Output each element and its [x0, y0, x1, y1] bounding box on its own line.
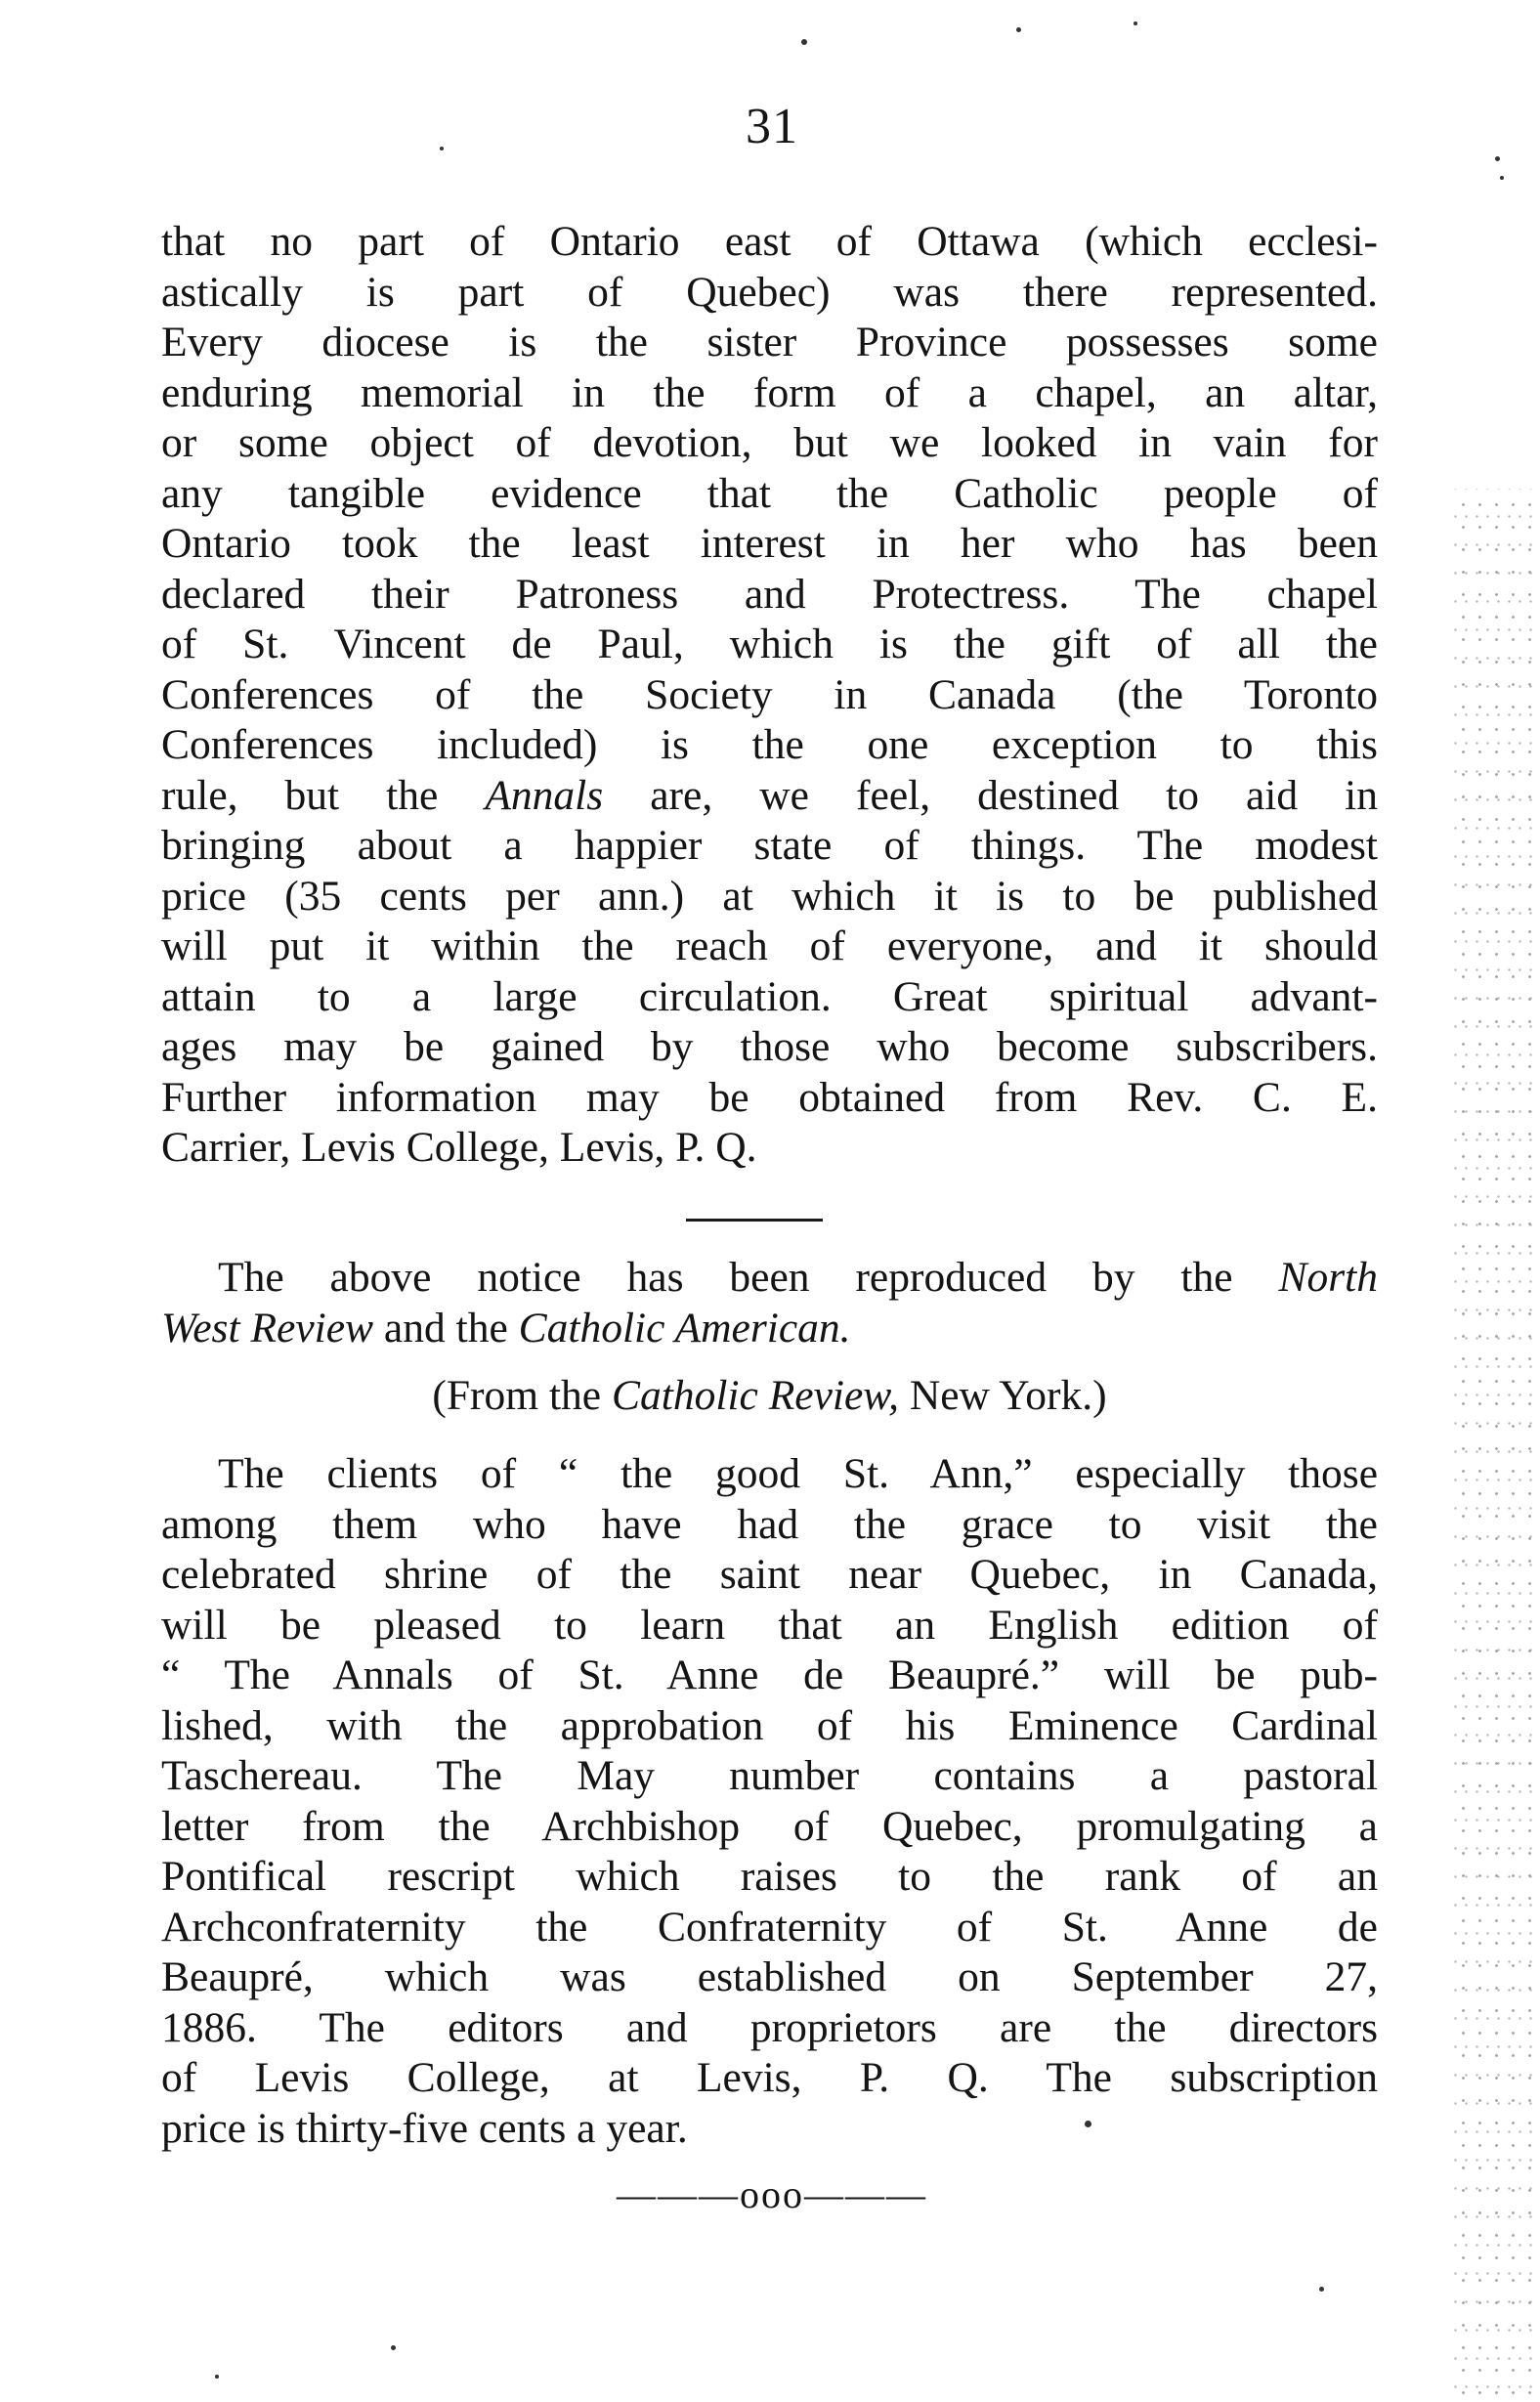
text-line: ages may be gained by those who become subscribers.: [161, 1023, 1378, 1070]
text-line: among them who have had the grace to visit the: [161, 1500, 1378, 1548]
text-fragment: are, we feel, destined to aid in: [650, 771, 1379, 819]
text-line: declared their Patroness and Protectress. The chapel: [161, 570, 1378, 618]
scan-speck: [1085, 2121, 1091, 2127]
text-line: 1886. The editors and proprietors are the directors: [161, 2003, 1378, 2051]
text-line: Taschereau. The May number contains a pastoral: [161, 1752, 1378, 1799]
text-line: price (35 cents per ann.) at which it is to be published: [161, 872, 1378, 920]
paragraph-reproduction-note: [161, 1253, 1378, 1353]
text-line: of Levis College, at Levis, P. Q. The subscription: [161, 2054, 1378, 2101]
text-line: Beaupré, which was established on September 27,: [161, 1953, 1378, 2000]
text-line: celebrated shrine of the saint near Quebec, in Canada,: [161, 1551, 1378, 1598]
text-fragment: The above notice has been reproduced by the: [218, 1254, 1233, 1301]
page-number: 31: [746, 99, 798, 154]
text-line: lished, with the approbation of his Eminence Cardinal: [161, 1701, 1378, 1749]
text-line: Every diocese is the sister Province possesses some: [161, 319, 1378, 365]
paragraph-annals-english-edition: [161, 1449, 1378, 2154]
text-line: Carrier, Levis College, Levis, P. Q.: [161, 1124, 757, 1171]
text-fragment: rule, but the: [161, 771, 439, 819]
scan-speck: [1500, 176, 1504, 180]
scan-speck: [391, 2345, 396, 2350]
text-line: or some object of devotion, but we looked in vain for: [161, 419, 1378, 466]
italic-catholic-american: Catholic American.: [518, 1304, 851, 1351]
text-fragment: and the: [383, 1304, 508, 1351]
text-line: price is thirty-five cents a year.: [161, 2104, 688, 2152]
scan-speck: [1134, 21, 1137, 25]
italic-west-review: West Review: [161, 1304, 374, 1351]
text-line: enduring memorial in the form of a chapel, an altar,: [161, 368, 1378, 416]
text-line: Conferences included) is the one exception to this: [161, 721, 1378, 768]
text-line: Conferences of the Society in Canada (the Toronto: [161, 670, 1378, 718]
text-line: astically is part of Quebec) was there represented.: [161, 268, 1378, 316]
text-fragment: New York.): [909, 1372, 1107, 1419]
text-line: will put it within the reach of everyone, and it should: [161, 922, 1378, 969]
section-divider-rule: [686, 1219, 823, 1222]
closing-ornament: ———ooo———: [617, 2172, 927, 2216]
text-line: Further information may be obtained from Rev. C. E.: [161, 1073, 1378, 1121]
text-fragment: (From the: [432, 1372, 602, 1419]
text-line: will be pleased to learn that an English edition of: [161, 1601, 1378, 1649]
text-line: [161, 1304, 1378, 1354]
text-line: bringing about a happier state of things. The modest: [161, 822, 1378, 869]
scan-speck: [440, 147, 444, 150]
scan-speck: [1495, 156, 1500, 161]
text-line-with-italic: [161, 771, 1378, 822]
italic-north: North: [1278, 1254, 1379, 1301]
scan-speck: [1016, 27, 1021, 32]
scan-edge-noise: [1452, 489, 1540, 2394]
text-line: Pontifical rescript which raises to the rank of an: [161, 1853, 1378, 1900]
italic-catholic-review: Catholic Review,: [612, 1372, 899, 1419]
text-line: letter from the Archbishop of Quebec, promulgating a: [161, 1802, 1378, 1850]
text-line: that no part of Ontario east of Ottawa (which ecclesi-: [161, 218, 1378, 265]
italic-annals: Annals: [485, 771, 604, 819]
text-line: attain to a large circulation. Great spiritual advant-: [161, 972, 1378, 1020]
paragraph-annals-notice: [161, 217, 1378, 1174]
source-attribution: [161, 1371, 1378, 1422]
text-line: of St. Vincent de Paul, which is the gift of all the: [161, 621, 1378, 667]
scan-speck: [215, 2375, 219, 2379]
scan-speck: [1319, 2287, 1324, 2292]
scan-speck: [801, 39, 807, 45]
text-line: Ontario took the least interest in her who has been: [161, 520, 1378, 567]
text-line: [161, 1371, 1378, 1422]
text-line: “ The Annals of St. Anne de Beaupré.” will be pub-: [161, 1651, 1378, 1698]
text-line: Archconfraternity the Confraternity of St. Anne de: [161, 1903, 1378, 1951]
text-line: any tangible evidence that the Catholic people of: [161, 469, 1378, 517]
text-line: The clients of “ the good St. Ann,” especially those: [218, 1450, 1378, 1497]
text-line: [161, 1253, 1378, 1304]
